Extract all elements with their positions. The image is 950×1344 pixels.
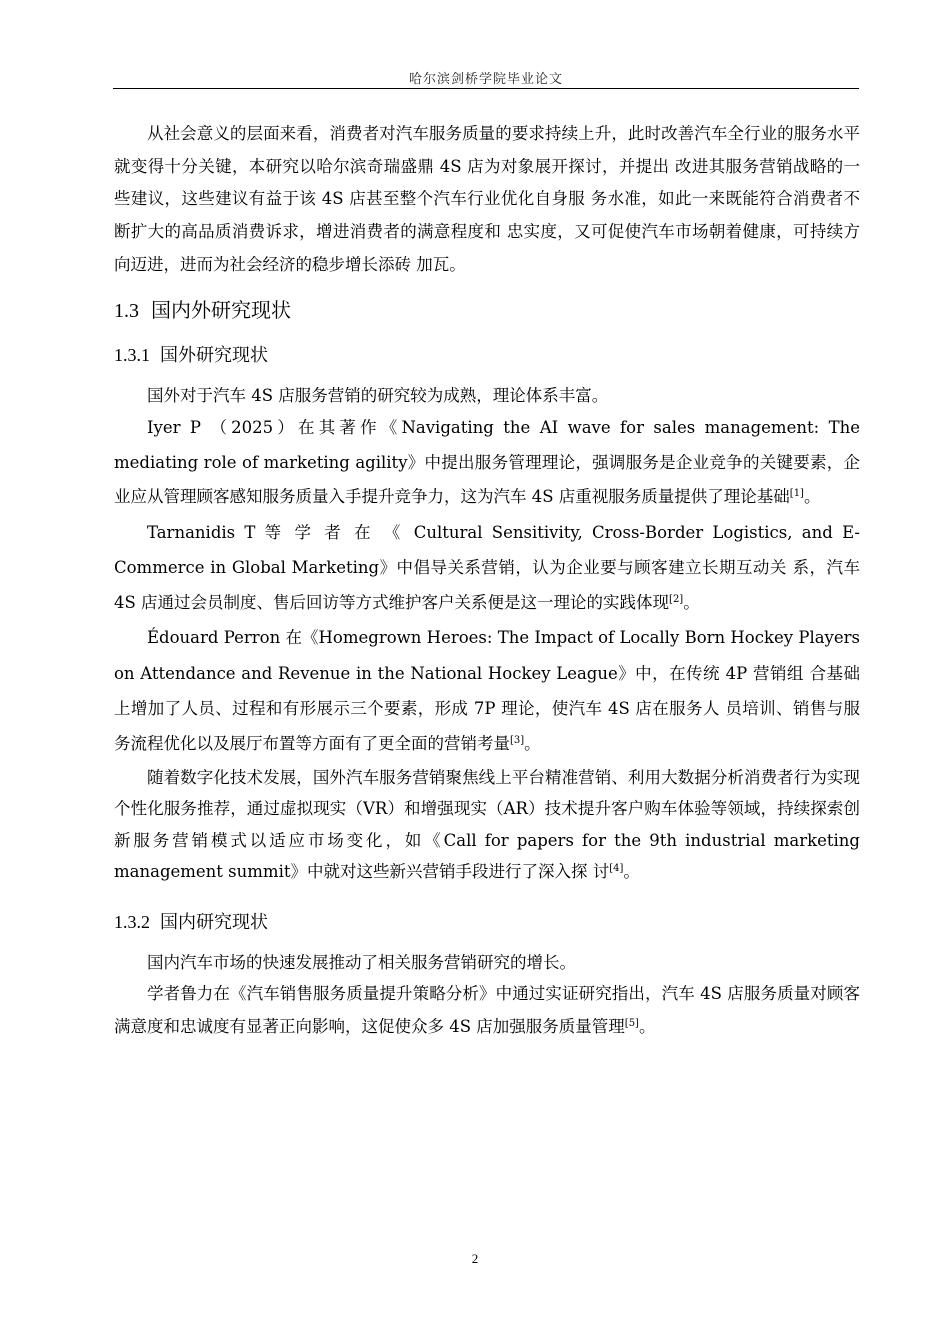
citation-1[interactable]: [1] [789,488,804,500]
header-rule [113,88,859,89]
subsection-title: 国外研究现状 [160,344,268,366]
paragraph-digital-trends [114,762,860,888]
paragraph-social-significance: 从社会意义的层面来看，消费者对汽车服务质量的要求持续上升，此时改善汽车全行业的服务水平就变得十分关键，本研究以哈尔滨奇瑞盛鼎 4S 店为对象展开探讨，并提出 改进其服务营销战略的一些建议，这些建议有益于该 4S 店甚至整个汽车行业优化自身服 务水准，如此一来既能符合消费者不断扩大的高品质消费诉求，增进消费者的满意程度和 忠实度，又可促使汽车市场朝着健康，可持续方向迈进，进而为社会经济的稳步增长添砖 加瓦。 [114,124,860,274]
paragraph-text: Tarnanidis T 等 学 者 在 《 Cultural Sensitivity, Cross-Border Logistics, and E-Commerce in Global Marketing》中倡导关系营销，认为企业要与顾客建立长期互动关 系，汽车 4S 店通过会员制度、售后回访等方式维护客户关系便是这一理论的实践体现 [114,522,860,613]
citation-5[interactable]: [5] [624,1017,639,1029]
subsection-heading-1-3-2 [114,902,860,943]
subsection-heading-1-3-1 [114,335,860,376]
section-number: 1.3 [114,299,139,322]
paragraph-perron [114,620,860,761]
paragraph-end: 。 [638,1016,656,1036]
paragraph-end: 。 [524,734,541,754]
subsection-number: 1.3.2 [114,911,150,932]
running-header: 哈尔滨剑桥学院毕业论文 [408,72,563,87]
paragraph-text: Édouard Perron 在《Homegrown Heroes: The Impact of Locally Born Hockey Players on Attendance and Revenue in the National Hockey League》中，在传统 4P 营销组 合基础上增加了人员、过程和有形展示三个要素，形成 7P 理论，使汽车 4S 店在服务人 员培训、销售与服务流程优化以及展厅布置等方面有了更全面的营销考量 [114,628,860,754]
paragraph-domestic-intro: 国内汽车市场的快速发展推动了相关服务营销研究的增长。 [147,952,576,972]
paragraph-luli [114,978,860,1043]
paragraph-end: 。 [803,487,821,507]
paragraph-text: 学者鲁力在《汽车销售服务质量提升策略分析》中通过实证研究指出，汽车 4S 店服务质量对顾客满意度和忠诚度有显著正向影响，这促使众多 4S 店加强服务质量管理 [114,984,860,1036]
page-number: 2 [471,1251,479,1266]
paragraph-end: 。 [683,593,700,613]
paragraph-text: 随着数字化技术发展，国外汽车服务营销聚焦线上平台精准营销、利用大数据分析消费者行为实现个性化服务推荐，通过虚拟现实（VR）和增强现实（AR）技术提升客户购车体验等领域，持续探索创新服务营销模式以适应市场变化，如《Call for papers for the 9th industrial marketing management summit》中就对这些新兴营销手段进行了深入探 讨 [114,767,860,882]
document-body [114,118,860,1044]
subsection-number: 1.3.1 [114,344,150,365]
citation-2[interactable]: [2] [669,594,684,606]
subsection-title: 国内研究现状 [160,911,268,933]
paragraph-iyer [114,411,860,515]
citation-4[interactable]: [4] [609,863,624,875]
section-heading-1-3 [114,290,860,331]
paragraph-foreign-intro: 国外对于汽车 4S 店服务营销的研究较为成熟，理论体系丰富。 [147,385,609,405]
paragraph-end: 。 [623,862,640,882]
citation-3[interactable]: [3] [510,735,525,747]
paragraph-tarnanidis [114,515,860,621]
paragraph-text: Iyer P （2025）在其著作《Navigating the AI wave for sales management: The mediating role of marketing agility》中提出服务管理理论，强调服务是企业竞争的关键要素，企业应从管理顾客感知服务质量入手提升竞争力，这为汽车 4S 店重视服务质量提供了理论基础 [114,418,860,507]
section-title: 国内外研究现状 [151,297,291,322]
